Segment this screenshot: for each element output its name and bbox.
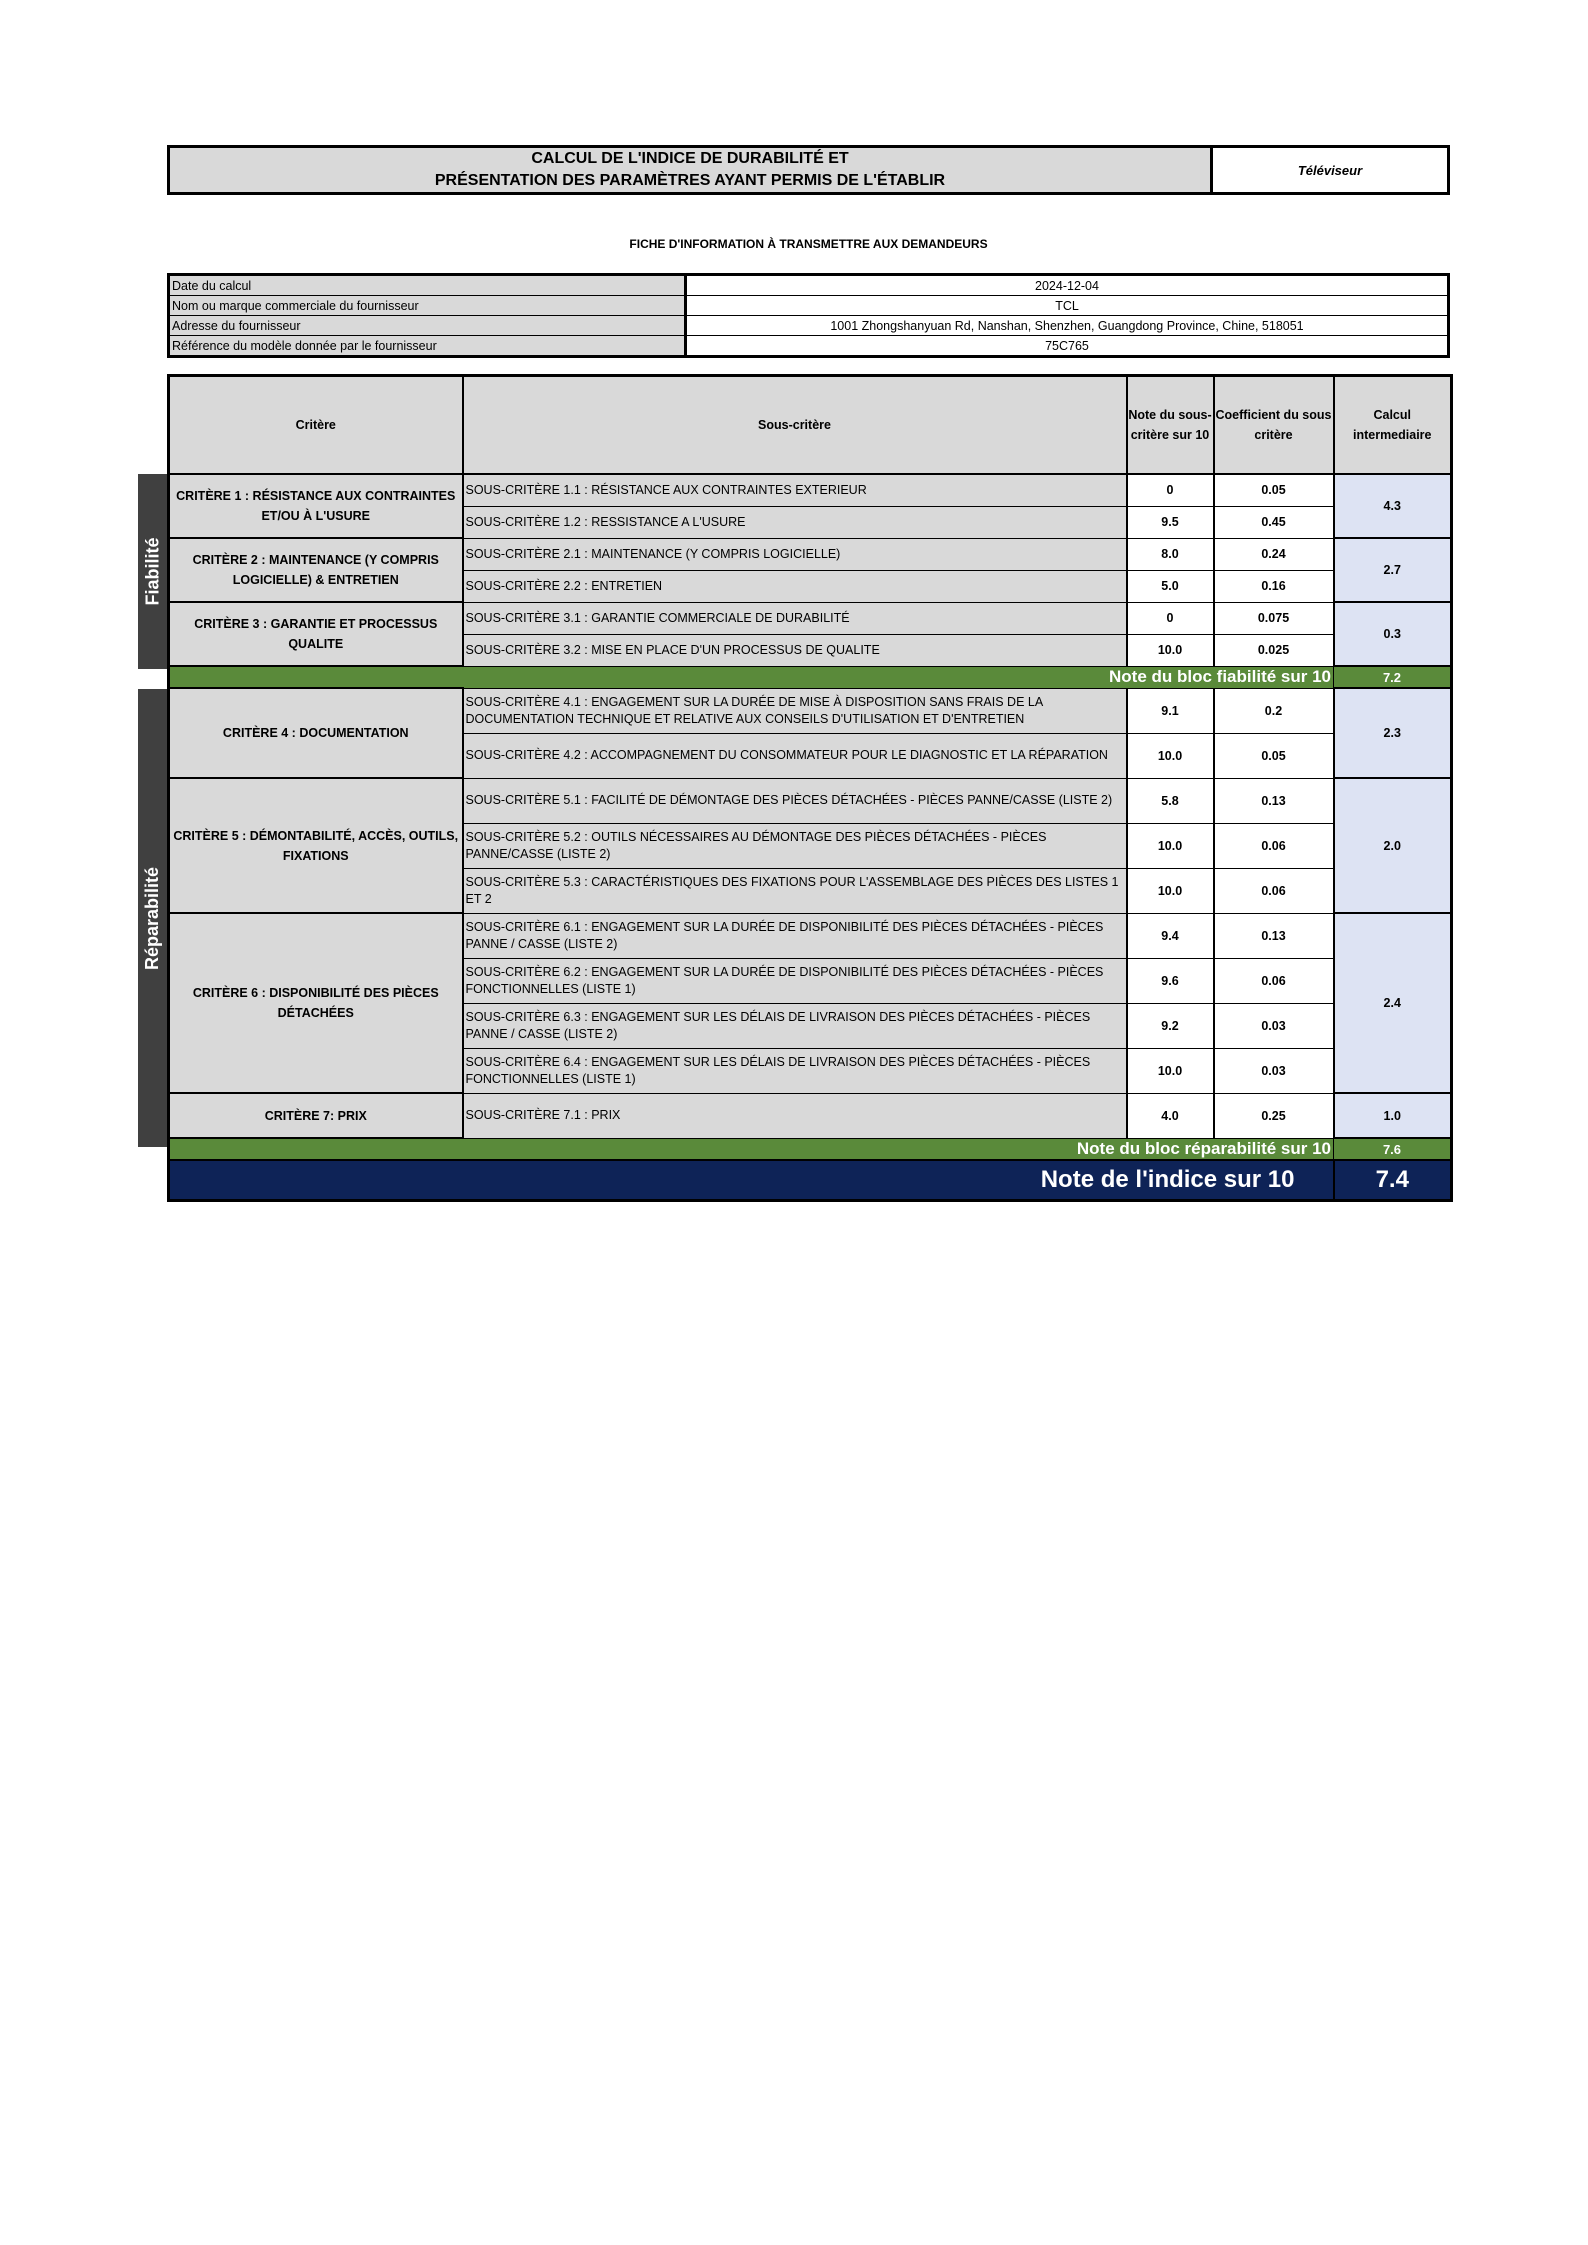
criterion-intermediate-calc: 2.7 <box>1334 538 1452 602</box>
sub-criterion-label: SOUS-CRITÈRE 1.2 : RESSISTANCE A L'USURE <box>463 506 1127 538</box>
sub-criterion-coefficient: 0.25 <box>1214 1093 1334 1138</box>
indice-value: 7.4 <box>1334 1160 1452 1201</box>
criterion-intermediate-calc: 4.3 <box>1334 474 1452 538</box>
info-row <box>169 275 1449 296</box>
sub-criterion-note: 9.5 <box>1127 506 1214 538</box>
table-row <box>169 778 1452 823</box>
sub-criterion-coefficient: 0.45 <box>1214 506 1334 538</box>
sub-criterion-note: 5.0 <box>1127 570 1214 602</box>
criterion-name: CRITÈRE 2 : MAINTENANCE (Y COMPRIS LOGICIELLE) & ENTRETIEN <box>169 538 463 602</box>
sub-criterion-coefficient: 0.075 <box>1214 602 1334 634</box>
sub-criterion-label: SOUS-CRITÈRE 1.1 : RÉSISTANCE AUX CONTRAINTES EXTERIEUR <box>463 474 1127 506</box>
info-row <box>169 336 1449 357</box>
sub-criterion-coefficient: 0.24 <box>1214 538 1334 570</box>
criterion-intermediate-calc: 2.0 <box>1334 778 1452 913</box>
sub-criterion-label: SOUS-CRITÈRE 6.2 : ENGAGEMENT SUR LA DURÉE DE DISPONIBILITÉ DES PIÈCES DÉTACHÉES - PIÈCES FONCTIONNELLES (LISTE 1) <box>463 958 1127 1003</box>
criterion-name: CRITÈRE 1 : RÉSISTANCE AUX CONTRAINTES ET/OU À L'USURE <box>169 474 463 538</box>
title-line-2: PRÉSENTATION DES PARAMÈTRES AYANT PERMIS DE L'ÉTABLIR <box>434 172 946 189</box>
criterion-intermediate-calc: 2.3 <box>1334 688 1452 778</box>
sub-criterion-label: SOUS-CRITÈRE 3.2 : MISE EN PLACE D'UN PROCESSUS DE QUALITE <box>463 634 1127 666</box>
sub-criterion-label: SOUS-CRITÈRE 5.3 : CARACTÉRISTIQUES DES FIXATIONS POUR L'ASSEMBLAGE DES PIÈCES DES LISTES 1 ET 2 <box>463 868 1127 913</box>
bloc-fiabilite-label: Note du bloc fiabilité sur 10 <box>169 666 1334 688</box>
sub-criterion-note: 0 <box>1127 602 1214 634</box>
sub-criterion-note: 10.0 <box>1127 733 1214 778</box>
criterion-name: CRITÈRE 3 : GARANTIE ET PROCESSUS QUALITE <box>169 602 463 666</box>
sub-criterion-note: 10.0 <box>1127 1048 1214 1093</box>
info-label: Date du calcul <box>169 275 686 296</box>
sub-criterion-note: 9.2 <box>1127 1003 1214 1048</box>
sub-criterion-note: 8.0 <box>1127 538 1214 570</box>
table-header-row <box>169 376 1452 475</box>
sub-criterion-label: SOUS-CRITÈRE 6.1 : ENGAGEMENT SUR LA DURÉE DE DISPONIBILITÉ DES PIÈCES DÉTACHÉES - PIÈCES PANNE / CASSE (LISTE 2) <box>463 913 1127 958</box>
sub-criterion-label: SOUS-CRITÈRE 2.2 : ENTRETIEN <box>463 570 1127 602</box>
document-title <box>170 148 1213 192</box>
sub-criterion-coefficient: 0.06 <box>1214 958 1334 1003</box>
band-reparabilite <box>138 689 168 1147</box>
table-row <box>169 688 1452 733</box>
header-note: Note du sous-critère sur 10 <box>1127 376 1214 475</box>
title-box <box>167 145 1450 195</box>
sub-criterion-label: SOUS-CRITÈRE 6.3 : ENGAGEMENT SUR LES DÉLAIS DE LIVRAISON DES PIÈCES DÉTACHÉES - PIÈCES PANNE / CASSE (LISTE 2) <box>463 1003 1127 1048</box>
product-category: Téléviseur <box>1213 148 1447 192</box>
sub-criterion-label: SOUS-CRITÈRE 6.4 : ENGAGEMENT SUR LES DÉLAIS DE LIVRAISON DES PIÈCES DÉTACHÉES - PIÈCES FONCTIONNELLES (LISTE 1) <box>463 1048 1127 1093</box>
sub-criterion-note: 4.0 <box>1127 1093 1214 1138</box>
bloc-fiabilite-row <box>169 666 1452 688</box>
criterion-name: CRITÈRE 7: PRIX <box>169 1093 463 1138</box>
sub-criterion-coefficient: 0.05 <box>1214 733 1334 778</box>
sub-criterion-note: 10.0 <box>1127 868 1214 913</box>
durability-index-table <box>167 374 1453 1202</box>
sub-criterion-coefficient: 0.13 <box>1214 778 1334 823</box>
sub-criterion-label: SOUS-CRITÈRE 7.1 : PRIX <box>463 1093 1127 1138</box>
sub-criterion-coefficient: 0.2 <box>1214 688 1334 733</box>
info-value: 2024-12-04 <box>686 275 1449 296</box>
criterion-intermediate-calc: 0.3 <box>1334 602 1452 666</box>
indice-label: Note de l'indice sur 10 <box>169 1160 1334 1201</box>
sub-criterion-note: 9.4 <box>1127 913 1214 958</box>
sub-criterion-note: 10.0 <box>1127 634 1214 666</box>
band-fiabilite <box>138 474 168 669</box>
info-label: Adresse du fournisseur <box>169 316 686 336</box>
info-value: TCL <box>686 296 1449 316</box>
header-sous-critere: Sous-critère <box>463 376 1127 475</box>
info-label: Référence du modèle donnée par le fournisseur <box>169 336 686 357</box>
criterion-name: CRITÈRE 4 : DOCUMENTATION <box>169 688 463 778</box>
criterion-name: CRITÈRE 6 : DISPONIBILITÉ DES PIÈCES DÉTACHÉES <box>169 913 463 1093</box>
sub-criterion-label: SOUS-CRITÈRE 4.2 : ACCOMPAGNEMENT DU CONSOMMATEUR POUR LE DIAGNOSTIC ET LA RÉPARATION <box>463 733 1127 778</box>
table-row <box>169 538 1452 570</box>
sub-criterion-coefficient: 0.03 <box>1214 1048 1334 1093</box>
sub-criterion-label: SOUS-CRITÈRE 5.1 : FACILITÉ DE DÉMONTAGE DES PIÈCES DÉTACHÉES - PIÈCES PANNE/CASSE (LISTE 2) <box>463 778 1127 823</box>
table-row <box>169 602 1452 634</box>
supplier-info-table <box>167 273 1450 358</box>
sub-criterion-label: SOUS-CRITÈRE 3.1 : GARANTIE COMMERCIALE DE DURABILITÉ <box>463 602 1127 634</box>
sub-criterion-note: 9.6 <box>1127 958 1214 1003</box>
bloc-reparabilite-row <box>169 1138 1452 1160</box>
table-row <box>169 1093 1452 1138</box>
info-label: Nom ou marque commerciale du fournisseur <box>169 296 686 316</box>
info-value: 75C765 <box>686 336 1449 357</box>
sub-criterion-coefficient: 0.06 <box>1214 868 1334 913</box>
table-row <box>169 474 1452 506</box>
band-fiabilite-label: Fiabilité <box>142 537 163 606</box>
criterion-intermediate-calc: 1.0 <box>1334 1093 1452 1138</box>
header-coefficient: Coefficient du sous critère <box>1214 376 1334 475</box>
header-calcul: Calcul intermediaire <box>1334 376 1452 475</box>
title-line-1: CALCUL DE L'INDICE DE DURABILITÉ ET <box>531 150 849 167</box>
criterion-name: CRITÈRE 5 : DÉMONTABILITÉ, ACCÈS, OUTILS, FIXATIONS <box>169 778 463 913</box>
sub-criterion-label: SOUS-CRITÈRE 4.1 : ENGAGEMENT SUR LA DURÉE DE MISE À DISPOSITION SANS FRAIS DE LA DOCUMENTATION TECHNIQUE ET RELATIVE AUX CONSEILS D'UTILISATION ET D'ENTRETIEN <box>463 688 1127 733</box>
sub-criterion-coefficient: 0.13 <box>1214 913 1334 958</box>
info-value: 1001 Zhongshanyuan Rd, Nanshan, Shenzhen, Guangdong Province, Chine, 518051 <box>686 316 1449 336</box>
sub-criterion-note: 9.1 <box>1127 688 1214 733</box>
bloc-reparabilite-label: Note du bloc réparabilité sur 10 <box>169 1138 1334 1160</box>
sub-criterion-coefficient: 0.16 <box>1214 570 1334 602</box>
criterion-intermediate-calc: 2.4 <box>1334 913 1452 1093</box>
sub-criterion-coefficient: 0.06 <box>1214 823 1334 868</box>
band-reparabilite-label: Réparabilité <box>142 866 163 970</box>
sub-criterion-note: 5.8 <box>1127 778 1214 823</box>
bloc-fiabilite-value: 7.2 <box>1334 666 1452 688</box>
sub-criterion-label: SOUS-CRITÈRE 2.1 : MAINTENANCE (Y COMPRIS LOGICIELLE) <box>463 538 1127 570</box>
indice-row <box>169 1160 1452 1201</box>
bloc-reparabilite-value: 7.6 <box>1334 1138 1452 1160</box>
document-subtitle: FICHE D'INFORMATION À TRANSMETTRE AUX DEMANDEURS <box>629 237 988 251</box>
sub-criterion-label: SOUS-CRITÈRE 5.2 : OUTILS NÉCESSAIRES AU DÉMONTAGE DES PIÈCES DÉTACHÉES - PIÈCES PANNE/CASSE (LISTE 2) <box>463 823 1127 868</box>
info-row <box>169 316 1449 336</box>
sub-criterion-coefficient: 0.03 <box>1214 1003 1334 1048</box>
sub-criterion-note: 0 <box>1127 474 1214 506</box>
header-critere: Critère <box>169 376 463 475</box>
sub-criterion-coefficient: 0.025 <box>1214 634 1334 666</box>
info-row <box>169 296 1449 316</box>
sub-criterion-note: 10.0 <box>1127 823 1214 868</box>
sub-criterion-coefficient: 0.05 <box>1214 474 1334 506</box>
table-row <box>169 913 1452 958</box>
